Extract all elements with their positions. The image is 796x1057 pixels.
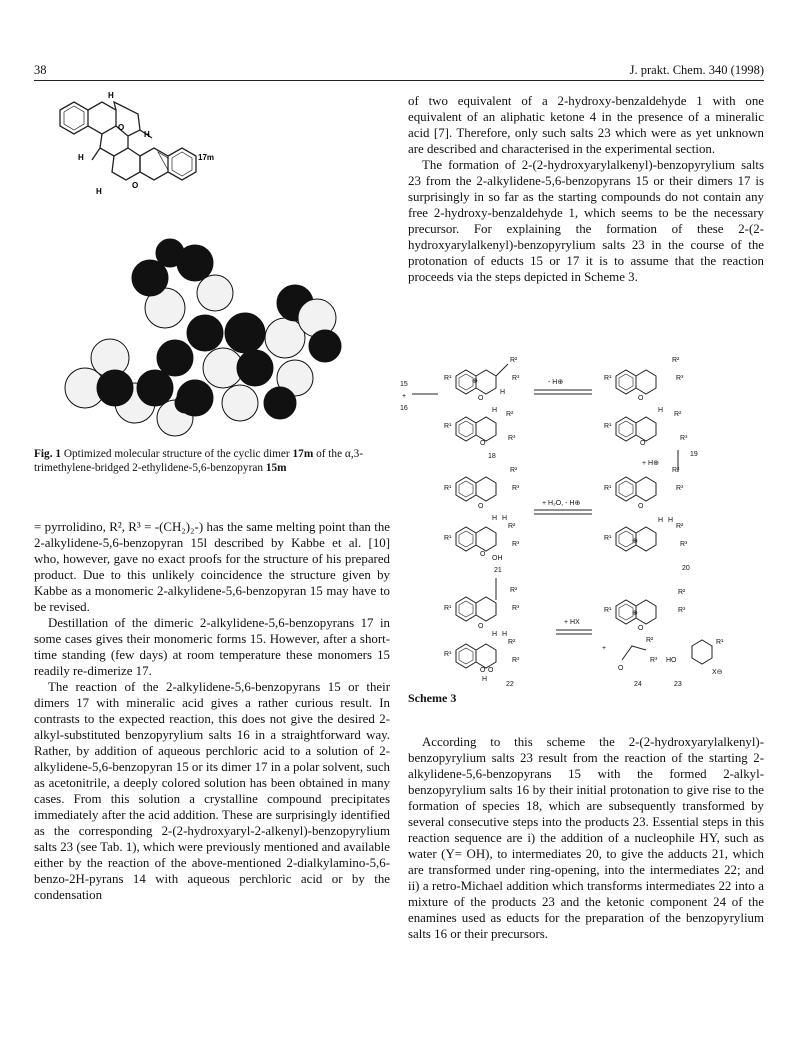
r1-label: R¹ <box>444 605 452 612</box>
caption-compound-2: 15m <box>265 462 287 474</box>
o-label: O <box>480 551 486 558</box>
oplus: ⊕ <box>632 610 638 617</box>
compound-22: 22 <box>506 681 514 688</box>
hx-label: + HX <box>564 619 580 626</box>
paragraph: According to this scheme the 2-(2-hydroxyarylalkenyl)-benzopyrylium salts 23 result from the reaction of the starting 2-alkylidene-5,6-benzopyrans 15 with the formed 2-alkyl-benzopyrylium salts 16 by their initial protonation to give rise to the formation of species 18, which are subsequently transformed by several consecutive steps into the products 23. Essential steps in this reaction sequence are i) the addition of a nucleophile HY, such as water (Y= OH), to intermediates 20, to give the adducts 21, which are transformed under ring-opening, into the intermediates 22; and ii) a retro-Michael addition which transforms intermediates 22 into a mixture of the products 23 and the ketonic component 24 of the enamines used as educts for the preparation of the benzopyrylium salts 16 or their precursors. <box>408 735 764 941</box>
r3-label: R³ <box>676 375 684 382</box>
compound-15: 15 <box>400 381 408 388</box>
o-label: O <box>478 623 484 630</box>
o-label: O <box>638 503 644 510</box>
h-label: H <box>492 407 498 414</box>
r2-label: R² <box>676 523 684 530</box>
x-anion: X⊖ <box>712 669 723 676</box>
r3-label: R³ <box>676 485 684 492</box>
o-label: O <box>638 395 644 402</box>
r1-label: R¹ <box>444 651 452 658</box>
o-label: O <box>640 440 646 447</box>
caption-text-2: of the α,3-trimethylene-bridged 2-ethylidene-5,6-benzopyran <box>34 448 364 474</box>
figure1-caption <box>34 447 390 475</box>
r2-label: R² <box>508 523 516 530</box>
h-label: H <box>502 515 508 522</box>
r1-label: R¹ <box>604 375 612 382</box>
r2-label: R² <box>510 587 518 594</box>
atom-h: H <box>96 187 102 196</box>
caption-lead: Fig. 1 <box>34 448 61 460</box>
caption-compound: 17m <box>292 448 314 460</box>
r1-label: R¹ <box>444 423 452 430</box>
r2-label: R² <box>508 639 516 646</box>
paragraph: Destillation of the dimeric 2-alkylidene-5,6-benzopyrans 17 in some cases gives their monomeric forms 15. However, after a short-time standing (few days) at room temperature these monomers 15 readily re-dimerize 17. <box>34 616 390 678</box>
o-label: O <box>480 667 486 674</box>
compound-23: 23 <box>674 681 682 688</box>
ho-label: HO <box>666 657 677 664</box>
r1-label: R¹ <box>444 535 452 542</box>
h-label: H <box>492 515 498 522</box>
r1-label: R¹ <box>604 535 612 542</box>
r3-label: R³ <box>512 657 520 664</box>
r3-label: R³ <box>680 435 688 442</box>
compound-16: 16 <box>400 405 408 412</box>
o-label: O <box>478 395 484 402</box>
r3-label: R³ <box>512 605 520 612</box>
atom-h: H <box>78 153 84 162</box>
figure1-structure <box>40 90 280 210</box>
minus-h-label: - H⊕ <box>548 379 564 386</box>
r2-label: R² <box>672 357 680 364</box>
r3-label: R³ <box>678 607 686 614</box>
paragraph: The formation of 2-(2-hydroxyarylalkenyl)-benzopyrylium salts 23 from the 2-alkylidene-5,6-benzopyrans 15 or their dimers 17 is surprisingly in so far as the starting compounds do not contain any free 2-hydroxy-benzaldehyde 1, which seems to be the necessary precursor. For explaining the formation of these 2-(2-hydroxyarylalkenyl)-benzopyrylium salts 23 in the course of the protonation of educts 15 or 17 it is to assume that the reaction proceeds via the steps depicted in Scheme 3. <box>408 158 764 284</box>
r3-label: R³ <box>512 375 520 382</box>
r2-label: R² <box>506 411 514 418</box>
r2-label: R² <box>672 467 680 474</box>
r2-label: R² <box>674 411 682 418</box>
compound-19: 19 <box>690 451 698 458</box>
atom-h: H <box>144 130 150 139</box>
header-rule <box>34 80 764 81</box>
r1-label: R¹ <box>604 485 612 492</box>
oh-label: OH <box>492 555 503 562</box>
r1-label: R¹ <box>604 607 612 614</box>
r2-label: R² <box>510 357 518 364</box>
r1-label: R¹ <box>604 423 612 430</box>
r2-label: R² <box>646 637 654 644</box>
plus-h-label: + H⊕ <box>642 460 659 467</box>
paragraph: = pyrrolidino, R², R³ = -(CH₂)₂-) has the same melting point than the 2-alkylidene-5,6-benzopyran 15l described by Kabbe et al. [10] who, however, gave no exact proofs for the structure of his prepared product. Due to this unlikely coincidence the structure given by Kabbe as a monomeric 2-alkylidene-5,6-benzopyran 15 may have to be revised. <box>34 520 390 614</box>
o-label: O <box>638 625 644 632</box>
o-label: O <box>618 665 624 672</box>
figure1-space-filling-model <box>55 238 345 438</box>
r3-label: R³ <box>650 657 658 664</box>
right-column-top <box>408 93 764 285</box>
r3-label: R³ <box>512 485 520 492</box>
paragraph: The reaction of the 2-alkylidene-5,6-benzopyrans 15 or their dimers 17 with mineralic acid gives a rather curious result. In contrasts to the expected reaction, this does not give the desired 2-alkyl-substituted benzopyrylium salts 16 in a straightforward way. Rather, by addition of aqueous perchloric acid to a solution of 2-alkylidene-5,6-benzopyran 15 or its dimer 17 in a polar solvent, such as acetonitrile, a deeply colored solution has been obtained in many cases. From this solution a crystalline compound precipitates immediately after the acid addition. These are surprisingly identified as the corresponding 2-(2-hydroxyaryl-2-alkenyl)-benzopyrylium salts 23 (see Tab. 1), which were previously mentioned and available either by the reaction of the above-mentioned 2-dialkylamino-5,6-benzo-2H-pyrans 14 with aqueous perchloric acid or by the condensation <box>34 680 390 902</box>
o-label: O <box>488 667 494 674</box>
page-number: 38 <box>34 63 47 77</box>
r3-label: R³ <box>680 541 688 548</box>
compound-18: 18 <box>488 453 496 460</box>
h-label: H <box>502 631 508 638</box>
plus-sign: + <box>602 645 607 652</box>
atom-h: H <box>108 91 114 100</box>
atom-o: O <box>118 123 125 132</box>
compound-20: 20 <box>682 565 690 572</box>
r1-label: R¹ <box>716 639 724 646</box>
left-column <box>34 519 390 903</box>
compound-24: 24 <box>634 681 642 688</box>
h-label: H <box>658 407 664 414</box>
paragraph: of two equivalent of a 2-hydroxy-benzaldehyde 1 with one equivalent of an aliphatic ketone 4 in the presence of a mineralic acid [7]. Therefore, only such salts 23 which were as yet unknown are described and characterised in the experimental section. <box>408 94 764 156</box>
r3-label: R³ <box>512 541 520 548</box>
r1-label: R¹ <box>444 375 452 382</box>
scheme3-label: Scheme 3 <box>408 691 457 705</box>
journal-reference: J. prakt. Chem. 340 (1998) <box>629 63 764 77</box>
h-label: H <box>492 631 498 638</box>
right-column-bottom <box>408 734 764 942</box>
oplus: ⊕ <box>472 378 478 385</box>
plus-sign: + <box>402 393 407 400</box>
caption-text: Optimized molecular structure of the cyclic dimer <box>63 448 290 460</box>
o-label: O <box>480 440 486 447</box>
r2-label: R² <box>510 467 518 474</box>
h-label: H <box>500 389 506 396</box>
h-label: H <box>658 517 664 524</box>
compound-21: 21 <box>494 567 502 574</box>
atom-o: O <box>132 181 139 190</box>
r2-label: R² <box>678 589 686 596</box>
h2o-label: + H₂O, - H⊕ <box>542 500 581 507</box>
oplus: ⊕ <box>632 538 638 545</box>
compound-label-17m: 17m <box>198 153 215 162</box>
r1-label: R¹ <box>444 485 452 492</box>
o-label: O <box>478 503 484 510</box>
r3-label: R³ <box>508 435 516 442</box>
h-label: H <box>482 676 488 683</box>
scheme3-diagram <box>396 350 766 690</box>
h-label: H <box>668 517 674 524</box>
